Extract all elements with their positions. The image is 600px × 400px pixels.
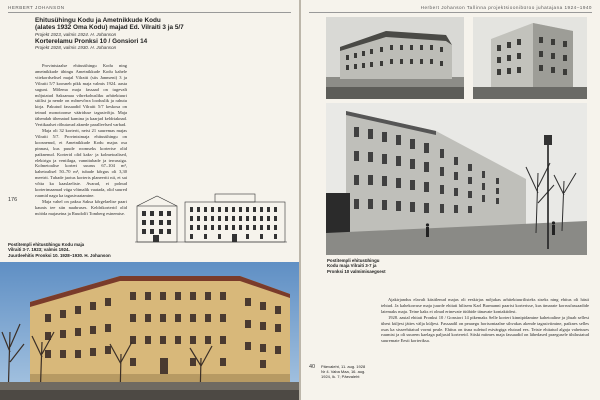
paragraph: Ajakirjandus elavalt käsitlenud majas oli eeskirjas mõjukas arhitektuurilisteks siseks ning ehitus oli hästi tehtud. Ja kahekorruse maja juurde ehitati hilisem Karl Burmanni paarist korterisse, kus ümarate korrusfassaadide laiemaks maja. Teine kaks ei olnud erinevate tüübide tänavate kontaktidest. [381, 297, 589, 314]
caption-line-3: Pronksi 10 valmimisaegsest [327, 268, 386, 274]
elevation-caption [8, 242, 138, 258]
elevation-drawing [135, 190, 287, 246]
caption-line-2: Kodu maja Vilraiti 3-7 ja [327, 263, 377, 269]
right-page [301, 0, 600, 400]
running-head-right: Herbert Johanson Tallinna projektsioonibüroo juhatajana 1924–1940 [420, 5, 592, 10]
building-photo-color [0, 262, 299, 400]
caption-line-1: Postitempli ehitusühingu Kodu maja [8, 242, 85, 247]
title-line-1: Ehitusühingu Kodu ja Ametnikkude Kodu [35, 17, 161, 24]
title-line-2: (alates 1932 Oma Kodu) majad Ed. Vilraiti 3 ja 5/7 [35, 24, 184, 32]
paragraph: 1928. aastal ehitati Pronksi 10 / Gonsiori 14 pikemaks Selle korteri kinnipidamine kahetoaline ja jõuab sellest ühest küljest jättes välja küljest. Fassaadil on peaaegu horisontaalne sihvakas akende tagasiviimine, paiknes selles osas ka sisseehitatud vormi peale. Ehitus on üsna suletud esivärgiga elutoad ees. Teiste ehitatud algaja vahetuses ruumist ja oli suurem kaelaga paljusid kortereid. Siiski mitmes maja fassaadid on lähedased praegusele ühtlustatud suuremate Eesti korteriksa. [381, 314, 589, 344]
title-line-3: Projekt 1923, valmis 1924. H. Johanson [35, 31, 117, 37]
title-line-4: Korterelamu Pronksi 10 / Gonsiori 14 [35, 37, 148, 45]
title-line-5: Projekt 1928, valmis 1930. H. Johanson [35, 45, 117, 51]
footnote-line: 1924, lk. 7; Päevaleht [321, 374, 360, 379]
paragraph: Maja oli 32 korterit, neist 21 suuremas majas Vilraiti 5/7. Provintsimaja ehitusühingu on koosnenud, et Ametnikkude Kodu majas osa pinnast, kus puude roomseks korterise olid paiknenud. Korterid olid kaks- ja kolmetoalised, elektriga ja ventilaga, vannitubade ja terrassiga. Kolmetoalise korteri suurus 67–104 m², kahetoalisel 50–70 m², tubade kõrgus oli 3,30 meetrit. Tubade jaotus korteris planeeriti nii, et sai võtta ka kaaslaeliste. Avarad, ei polnud korterimaamad väga võimalik vaatada, olid suured ruumid nagu ka tagasivaatamine. [35, 127, 127, 198]
body-text-right [381, 297, 589, 389]
left-page [0, 0, 299, 400]
page-number-right: 40 [309, 364, 316, 370]
header-rule-right [309, 12, 592, 13]
archival-photo-2 [473, 17, 587, 99]
body-text-left [35, 63, 127, 238]
archival-photo-1 [326, 17, 464, 99]
footnote [321, 364, 376, 379]
running-head-left: HERBERT JOHANSON [8, 5, 65, 10]
caption-line-1: Postitempli ehitusühingu [327, 258, 380, 263]
paragraph: Provintsiaalse ehitusühingu Kodu ning ametnikkude ühingu Ametnikkude Kodu kahele viiekordselisel majal Vilraiti (siis Jannseni) 3 ja Vilraiti 5/7 koosneb pikk maja valmis 1924. aasta suguni. Mõlema maja fassaad on tugevalt mõjutatud Saksamaa vihrekohusliku arhitektuuri stiilist ja nende on mõnevõrra looduslik ja rahutu kirja. Pakutud fassaadid Vilraiti 5/7 keskosa on teinud monotoonse vääriduse tagasivõtja. Maja tähendab tihenatud kamina ja kaarjad keldriaknad. Vertikaalset rõhutavad aknede paralleelsed varbad. [35, 63, 127, 128]
caption-line-2: Vilraiti 3-7. 1923; valmis 1924. [8, 247, 70, 253]
article-title [35, 17, 245, 51]
archival-photo-street [326, 103, 587, 255]
street-photo-caption [327, 258, 447, 274]
caption-line-3: Juurdeehitis Pronksi 10. 1928–1930. H. Johanson [8, 252, 111, 258]
page-number-left: 176 [8, 197, 18, 203]
header-rule-left [8, 12, 291, 13]
paragraph: Maja vahel on paksu Saksa kõrgelaelise paari kaunis tee siin naabruses. Keldrikorterid olid mööda majaseina ja Ruudolfi Tomberg esinemise. [35, 198, 127, 216]
footnote-line: Nr 4. Vaba Maa, 16. aug. [321, 369, 366, 374]
footnote-line: Päevaleht, 11. aug. 1928 [321, 364, 366, 369]
